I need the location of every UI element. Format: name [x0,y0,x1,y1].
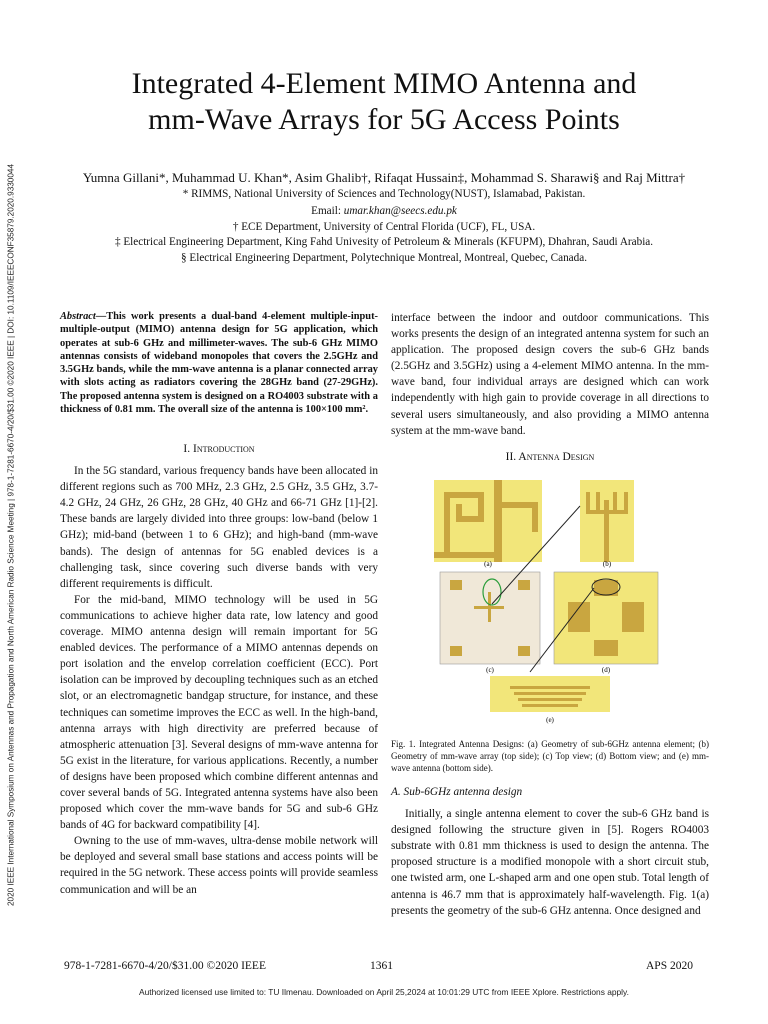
email-label: Email: [311,205,344,217]
footer-page-number: 1361 [370,960,393,972]
email-link[interactable]: umar.khan@seecs.edu.pk [343,205,457,217]
intro-paragraph-1: In the 5G standard, various frequency bands have been allocated in different regions such as 700 MHz, 2.3 GHz, 2.5 GHz, 3.5 GHz, 3.7-4.2 GHz, 24 GHz, 26 GHz, 28 GHz, 40 GHz and 66-71 GHz [1]-[2]. These bands are largely divided into three groups: low-band (below 1 GHz); mid-band (between 1 to 6 GHz); and high-band (mm-wave bands). The design of antennas for 5G enabled devices is a challenging task, since covering such diverse bands with very different requirements is difficult. [60,465,378,590]
right-column-bottom [391,784,709,919]
label-b: (b) [602,560,612,568]
left-column [60,441,378,898]
intro-paragraph-3: Owning to the use of mm-waves, ultra-dense mobile network will be deployed and several small base stations and access points will be required in the 5G network. These access points will provide seamless communication and will be an [60,835,378,896]
subsection-heading-sub6ghz: A. Sub-6GHz antenna design [391,786,523,798]
section-heading-introduction: I. Introduction [183,443,255,455]
figure-1-caption: Fig. 1. Integrated Antenna Designs: (a) Geometry of sub-6GHz antenna element; (b) Geometry of mm-wave array (top side); (c) Top view; (d) Bottom view; and (e) mm-wave antenna (bottom side). [391,739,709,773]
title-line-2: mm-Wave Arrays for 5G Access Points [148,103,620,136]
figure-1 [434,480,670,725]
intro-paragraph-2: For the mid-band, MIMO technology will be used in 5G communications to achieve higher data rate, low latency and good coverage. MIMO antenna design will remain important for 5G enabled devices. The performance of a MIMO antennas depends on port isolation and the envelop correlation coefficient (ECC). Port isolation can be improved by decoupling techniques such as an etched slot, or an electromagnetic bandgap structure, for instance, and these techniques can sometime improves the ECC as well. In the high-band, antenna arrays with high directivity are preferred because of atmospheric attenuation [3]. Several designs of mm-wave antenna for 5G exist in the literature, for various applications. Recently, a number of designs have been proposed which combine different antennas and cover several bands of 5G. Integrated antenna systems have also been proposed which cover the mm-wave bands for 5G and sub-6 GHz bands of 4G for backward compatibility [4]. [60,593,378,832]
label-d: (d) [601,666,611,674]
section-heading-antenna-design: II. Antenna Design [505,450,595,463]
sidebar-citation [4,95,18,975]
label-e: (e) [546,716,554,724]
panel-e-mmwave-bottom [490,676,610,712]
right-paragraph-1: interface between the indoor and outdoor communications. This works presents the design of an integrated antenna system for such an application. The proposed design covers the sub-6 GHz bands (2.5GHz and 3.5GHz) using a 4-element MIMO antenna. In the mm-wave band, four individual arrays are designed which can work independently with high gain to provide coverage in all directions to several users simultaneously, and also providing a MIMO antenna system at the mm-wave band. [391,312,709,437]
panel-b-mmwave-array-top [580,480,634,562]
panel-c-top-view [440,572,540,664]
right-paragraph-2: Initially, a single antenna element to cover the sub-6 GHz band is designed following the structure given in [5]. Rogers RO4003 substrate with 0.81 mm thickness is used to design the antenna. The proposed structure is a modified monopole with a short circuit stub, one twisted arm, one L-shaped arm and one open stub. Total length of antenna is 46.7 mm that is approximately half-wavelength. Fig. 1(a) presents the geometry of the sub-6 GHz antenna. Once designed and [391,808,709,917]
author-list: Yumna Gillani*, Muhammad U. Khan*, Asim Ghalib†, Rifaqat Hussain‡, Mohammad S. Sharawi§ and Raj Mittra† [82,170,686,185]
figure-1-graphic [434,480,670,725]
affiliation-3: ‡ Electrical Engineering Department, King Fahd Univesity of Petroleum & Minerals (KFUPM), Dhahran, Saudi Arabia. [114,236,654,248]
affiliation-4: § Electrical Engineering Department, Polytechnique Montreal, Montreal, Quebec, Canada. [180,252,588,264]
footer-copyright: 978-1-7281-6670-4/20/$31.00 ©2020 IEEE [64,960,266,972]
label-c: (c) [486,666,494,674]
paper-title [60,66,708,138]
affiliation-1: * RIMMS, National University of Sciences and Technology(NUST), Islamabad, Pakistan. [182,188,586,200]
panel-d-bottom-view [554,572,658,664]
sidebar-citation-text: 2020 IEEE International Symposium on Antennas and Propagation and North American Radio Science Meeting | 978-1-7281-6670-4/20/$31.00 ©2020 IEEE | DOI: 10.1109/IEEECONF35879.2020.9330044 [6,163,16,907]
panel-a-antenna-element [434,480,542,562]
footer-conference: APS 2020 [646,960,693,972]
affiliation-2: † ECE Department, University of Central Florida (UCF), FL, USA. [232,221,536,233]
title-line-1: Integrated 4-Element MIMO Antenna and [131,67,637,100]
abstract [60,310,378,416]
label-a: (a) [484,560,492,568]
abstract-body: —This work presents a dual-band 4-element multiple-input-multiple-output (MIMO) antenna design for 5G application, which operates at sub-6 GHz and millimeter-waves. The sub-6 GHz MIMO antennas consists of wideband monopoles that covers the 2.5GHz and 3.5GHz bands, while the mm-wave antenna is a planar connected array with slots acting as radiators covering the 28GHz band (27-29GHz). The proposed antenna system is designed on a RO4003 substrate with a thickness of 0.81 mm. The overall size of the antenna is 100×100 mm². [60,311,378,416]
license-notice: Authorized licensed use limited to: TU Ilmenau. Downloaded on April 25,2024 at 10:01:29 UTC from IEEE Xplore. Restrictions apply. [139,987,629,997]
affiliation-email [40,205,728,218]
right-column-top [391,310,709,465]
abstract-lead: Abstract [60,311,96,322]
